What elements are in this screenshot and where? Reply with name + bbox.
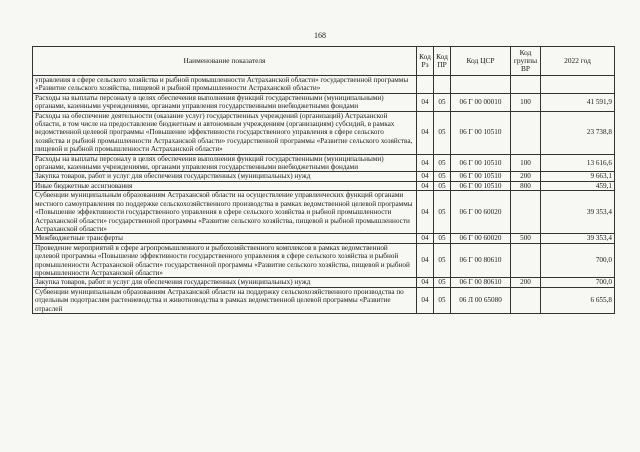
table-row xyxy=(33,93,615,111)
row-name: Субвенции муниципальным образованиям Астраханской области на осуществление управленческих функций органами местного самоуправления по поддержке сельскохозяйственного производства в рамках ведомственной целевой программы «Повышение эффективности государственного управления в сфере сельского хозяйства и рыбной промышленности Астраханской области» государственной программы «Развитие сельского хозяйства, пищевой и рыбной промышленности Астраханской области» xyxy=(33,191,417,234)
row-csr: 06 Г 00 10510 xyxy=(451,111,511,154)
row-vr xyxy=(511,287,541,313)
table-row xyxy=(33,111,615,154)
table-row xyxy=(33,234,615,243)
row-pr: 05 xyxy=(434,243,451,278)
row-csr: 06 Г 00 80610 xyxy=(451,243,511,278)
row-csr: 06 Г 00 00010 xyxy=(451,93,511,111)
table-row xyxy=(33,243,615,278)
row-rz: 04 xyxy=(417,111,434,154)
row-name: Расходы на выплаты персоналу в целях обеспечения выполнения функций государственными (муниципальными) органами, казенными учреждениями, органами управления государственными внебюджетными фондами xyxy=(33,93,417,111)
row-pr: 05 xyxy=(434,287,451,313)
row-name: управления в сфере сельского хозяйства и рыбной промышленности Астраханской области» государственной программы «Развитие сельского хозяйства, пищевой и рыбной промышленности Астраханской области» xyxy=(33,76,417,94)
row-amount: 700,0 xyxy=(541,278,615,287)
row-pr: 05 xyxy=(434,111,451,154)
row-csr: 06 Л 00 65080 xyxy=(451,287,511,313)
row-pr xyxy=(434,76,451,94)
table-row xyxy=(33,181,615,190)
row-amount: 23 738,8 xyxy=(541,111,615,154)
row-amount: 459,1 xyxy=(541,181,615,190)
row-amount: 41 591,9 xyxy=(541,93,615,111)
row-rz: 04 xyxy=(417,243,434,278)
row-csr: 06 Г 00 10510 xyxy=(451,181,511,190)
row-csr: 06 Г 00 80610 xyxy=(451,278,511,287)
row-name: Расходы на выплаты персоналу в целях обеспечения выполнения функций государственными (муниципальными) органами, казенными учреждениями, органами управления государственными внебюджетными фондами xyxy=(33,154,417,172)
row-csr xyxy=(451,76,511,94)
row-name: Расходы на обеспечение деятельности (оказание услуг) государственных учреждений (организаций) Астраханской области, в том числе на предоставление бюджетным и автономным учреждениям (организациям) субсидий, в рамках ведомственной целевой программы «Повышение эффективности государственного управления в сфере сельского хозяйства и рыбной промышленности Астраханской области» государственной программы «Развитие сельского хозяйства, пищевой и рыбной промышленности Астраханской области» xyxy=(33,111,417,154)
row-pr: 05 xyxy=(434,191,451,234)
row-pr: 05 xyxy=(434,154,451,172)
row-rz: 04 xyxy=(417,278,434,287)
row-rz: 04 xyxy=(417,191,434,234)
row-name: Субвенции муниципальным образованиям Астраханской области на поддержку сельскохозяйственного производства по отдельным подотраслям растениеводства и животноводства в рамках ведомственной целевой программы «Развитие отраслей xyxy=(33,287,417,313)
row-csr: 06 Г 00 60020 xyxy=(451,234,511,243)
row-rz: 04 xyxy=(417,181,434,190)
table-row xyxy=(33,76,615,94)
row-csr: 06 Г 00 10510 xyxy=(451,172,511,181)
column-header-name: Наименование показателя xyxy=(33,47,417,76)
table-row xyxy=(33,172,615,181)
table-row xyxy=(33,287,615,313)
column-header-year: 2022 год xyxy=(541,47,615,76)
row-vr: 100 xyxy=(511,93,541,111)
row-amount: 700,0 xyxy=(541,243,615,278)
row-name: Иные бюджетные ассигнования xyxy=(33,181,417,190)
row-name: Закупка товаров, работ и услуг для обеспечения государственных (муниципальных) нужд xyxy=(33,172,417,181)
row-pr: 05 xyxy=(434,181,451,190)
row-vr: 200 xyxy=(511,278,541,287)
row-name: Проведение мероприятий в сфере агропромышленного и рыбохозяйственного комплексов в рамках ведомственной целевой программы «Повышение эффективности государственного управления в сфере сельского хозяйства и рыбной промышленности Астраханской области» государственной программы «Развитие сельского хозяйства, пищевой и рыбной промышленности Астраханской области» xyxy=(33,243,417,278)
column-header-csr: Код ЦСР xyxy=(451,47,511,76)
row-rz: 04 xyxy=(417,287,434,313)
row-vr: 200 xyxy=(511,172,541,181)
column-header-rz: Код Рз xyxy=(417,47,434,76)
row-name: Межбюджетные трансферты xyxy=(33,234,417,243)
row-rz: 04 xyxy=(417,154,434,172)
table-row xyxy=(33,278,615,287)
row-amount: 9 663,1 xyxy=(541,172,615,181)
row-amount: 39 353,4 xyxy=(541,191,615,234)
row-amount: 6 655,8 xyxy=(541,287,615,313)
row-vr xyxy=(511,111,541,154)
table-header-row xyxy=(33,47,615,76)
row-vr xyxy=(511,76,541,94)
row-vr xyxy=(511,191,541,234)
budget-table xyxy=(32,46,615,314)
row-csr: 06 Г 00 10510 xyxy=(451,154,511,172)
row-amount xyxy=(541,76,615,94)
row-pr: 05 xyxy=(434,278,451,287)
row-name: Закупка товаров, работ и услуг для обеспечения государственных (муниципальных) нужд xyxy=(33,278,417,287)
row-vr: 800 xyxy=(511,181,541,190)
row-amount: 13 616,6 xyxy=(541,154,615,172)
row-amount: 39 353,4 xyxy=(541,234,615,243)
row-vr xyxy=(511,243,541,278)
row-rz: 04 xyxy=(417,172,434,181)
row-rz: 04 xyxy=(417,93,434,111)
row-csr: 06 Г 00 60020 xyxy=(451,191,511,234)
row-vr: 100 xyxy=(511,154,541,172)
row-rz: 04 xyxy=(417,234,434,243)
row-pr: 05 xyxy=(434,234,451,243)
column-header-pr: Код ПР xyxy=(434,47,451,76)
row-pr: 05 xyxy=(434,172,451,181)
row-rz xyxy=(417,76,434,94)
table-row xyxy=(33,191,615,234)
table-row xyxy=(33,154,615,172)
page-number: 168 xyxy=(314,31,326,40)
column-header-vr: Код группы ВР xyxy=(511,47,541,76)
row-pr: 05 xyxy=(434,93,451,111)
row-vr: 500 xyxy=(511,234,541,243)
